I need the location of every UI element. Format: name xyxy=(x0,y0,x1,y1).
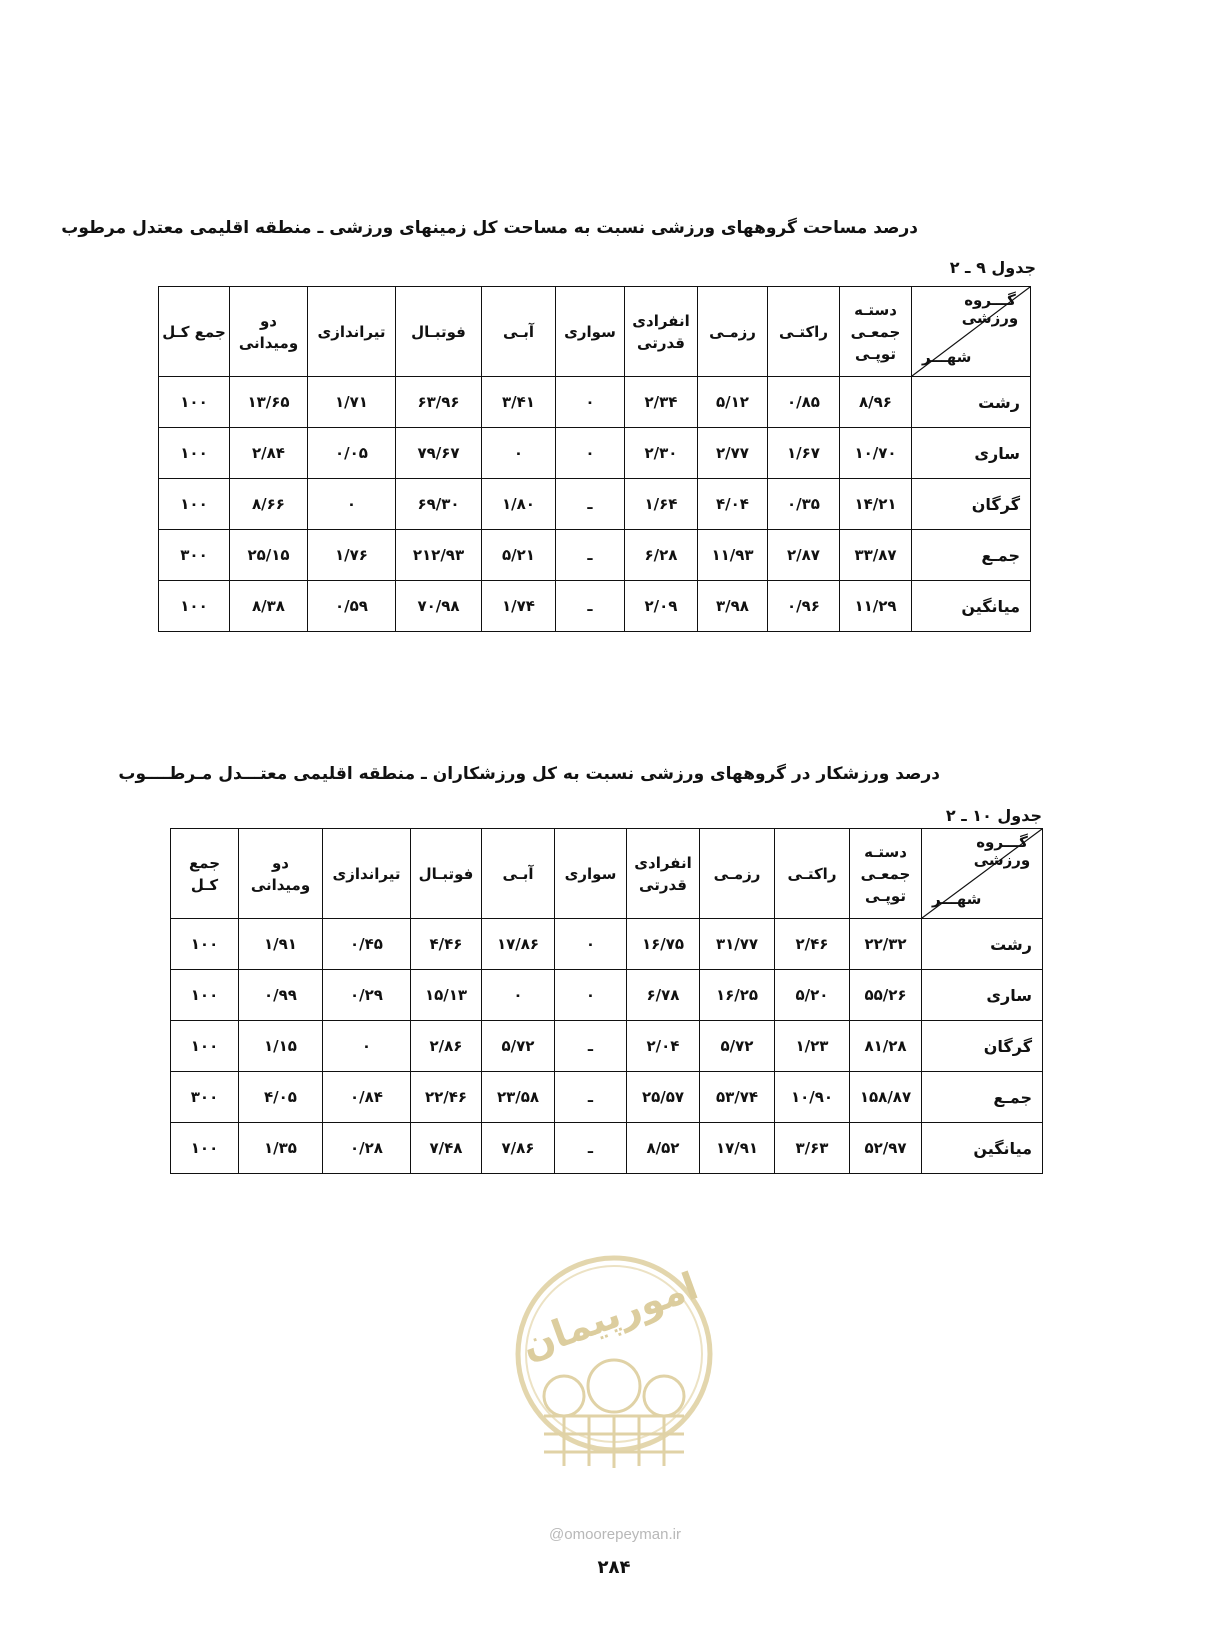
table-cell: ۳/۴۱ xyxy=(482,377,556,428)
column-header: رزمـی xyxy=(698,287,768,377)
table-cell: ۱۰۰ xyxy=(171,919,239,970)
table-cell: ۰ xyxy=(482,428,556,479)
table-cell: ۳/۶۳ xyxy=(775,1123,850,1174)
table-cell: ۵۲/۹۷ xyxy=(850,1123,922,1174)
table-cell: ـ xyxy=(556,581,625,632)
row-city: میانگین xyxy=(922,1123,1043,1174)
table-cell: ۱/۹۱ xyxy=(239,919,323,970)
table-cell: ۲/۷۷ xyxy=(698,428,768,479)
table-cell: ۲۵/۵۷ xyxy=(627,1072,700,1123)
table-row xyxy=(159,428,1031,479)
table-cell: ۳۰۰ xyxy=(171,1072,239,1123)
table-cell: ۵/۱۲ xyxy=(698,377,768,428)
table-cell: ۶۳/۹۶ xyxy=(396,377,482,428)
table-cell: ۳۳/۸۷ xyxy=(840,530,912,581)
table-cell: ۲/۳۴ xyxy=(625,377,698,428)
row-city: رشت xyxy=(922,919,1043,970)
table-2-label: جدول ۱۰ ـ ۲ xyxy=(945,806,1042,825)
table-cell: ۱/۳۵ xyxy=(239,1123,323,1174)
table-cell: ۰ xyxy=(323,1021,411,1072)
table-cell: ۱/۸۰ xyxy=(482,479,556,530)
column-header: جمع کـل xyxy=(159,287,230,377)
table-cell: ۲/۰۹ xyxy=(625,581,698,632)
table-cell: ۱/۶۷ xyxy=(768,428,840,479)
table-cell: ـ xyxy=(555,1123,627,1174)
table-2-title: درصد ورزشکار در گروههای ورزشی نسبت به کل ورزشکاران ـ منطقه اقلیمی معتـــدل مـرطــــوب xyxy=(118,764,940,784)
table-cell: ۵/۷۲ xyxy=(482,1021,555,1072)
corner-group-label: گـــروه ورزشی xyxy=(961,291,1019,327)
column-header: آبـی xyxy=(482,287,556,377)
table-row xyxy=(159,479,1031,530)
table-cell: ۰ xyxy=(482,970,555,1021)
column-header: سواری xyxy=(555,829,627,919)
table-cell: ۲/۸۷ xyxy=(768,530,840,581)
table-cell: ۵/۲۰ xyxy=(775,970,850,1021)
table-cell: ۱۰۰ xyxy=(171,1123,239,1174)
table-cell: ۴/۴۶ xyxy=(411,919,482,970)
table-cell: ۲۵/۱۵ xyxy=(230,530,308,581)
column-header: سواری xyxy=(556,287,625,377)
table-cell: ۲/۳۰ xyxy=(625,428,698,479)
table-cell: ۲۲/۳۲ xyxy=(850,919,922,970)
table-cell: ۰ xyxy=(308,479,396,530)
table-cell: ۰/۴۵ xyxy=(323,919,411,970)
table-cell: ۰/۸۴ xyxy=(323,1072,411,1123)
table-cell: ۰/۹۹ xyxy=(239,970,323,1021)
table-cell: ۵/۷۲ xyxy=(700,1021,775,1072)
table-cell: ۰/۰۵ xyxy=(308,428,396,479)
table-cell: ۵۵/۲۶ xyxy=(850,970,922,1021)
table-cell: ۱۷/۸۶ xyxy=(482,919,555,970)
table-row xyxy=(171,1123,1043,1174)
table-cell: ۰ xyxy=(556,377,625,428)
table-cell: ۷/۸۶ xyxy=(482,1123,555,1174)
table-cell: ـ xyxy=(556,479,625,530)
table-cell: ۲/۴۶ xyxy=(775,919,850,970)
table-cell: ۸/۶۶ xyxy=(230,479,308,530)
table-row xyxy=(171,1021,1043,1072)
table-cell: ۷۰/۹۸ xyxy=(396,581,482,632)
table-row xyxy=(159,377,1031,428)
table-row xyxy=(171,970,1043,1021)
row-city: جمـع xyxy=(922,1072,1043,1123)
table-cell: ۱۷/۹۱ xyxy=(700,1123,775,1174)
table-cell: ۰/۸۵ xyxy=(768,377,840,428)
column-header: تیراندازی xyxy=(323,829,411,919)
table-1-header-row xyxy=(159,287,1031,377)
table-cell: ۰/۹۶ xyxy=(768,581,840,632)
table-cell: ـ xyxy=(555,1072,627,1123)
table-cell: ۲/۸۴ xyxy=(230,428,308,479)
table-1-title: درصد مساحت گروههای ورزشی نسبت به مساحت کل زمینهای ورزشی ـ منطقه اقلیمی معتدل مرطوب xyxy=(61,218,918,238)
table-cell: ۱/۷۶ xyxy=(308,530,396,581)
column-header: راکتـی xyxy=(775,829,850,919)
column-header: دستـه جمعـی توپـی xyxy=(840,287,912,377)
watermark-logo-text: امورپیمان xyxy=(515,1263,704,1368)
column-header: راکتـی xyxy=(768,287,840,377)
row-city: گرگان xyxy=(922,1021,1043,1072)
column-header: دستـه جمعـی توپـی xyxy=(850,829,922,919)
table-cell: ۶/۲۸ xyxy=(625,530,698,581)
row-city: جمـع xyxy=(912,530,1031,581)
table-cell: ۰ xyxy=(556,428,625,479)
table-cell: ۴/۰۴ xyxy=(698,479,768,530)
table-cell: ۱۶/۲۵ xyxy=(700,970,775,1021)
table-cell: ۱/۶۴ xyxy=(625,479,698,530)
table-cell: ۳۰۰ xyxy=(159,530,230,581)
table-cell: ۱۰/۷۰ xyxy=(840,428,912,479)
table-cell: ۲۲/۴۶ xyxy=(411,1072,482,1123)
table-2-corner-cell xyxy=(922,829,1043,919)
table-cell: ۱۵/۱۳ xyxy=(411,970,482,1021)
table-1-corner-cell xyxy=(912,287,1031,377)
table-cell: ۶/۷۸ xyxy=(627,970,700,1021)
table-cell: ۰/۳۵ xyxy=(768,479,840,530)
column-header: انفرادی قدرتی xyxy=(627,829,700,919)
table-cell: ۷۹/۶۷ xyxy=(396,428,482,479)
table-cell: ۱۰۰ xyxy=(171,1021,239,1072)
table-2-header-row xyxy=(171,829,1043,919)
table-cell: ۲/۰۴ xyxy=(627,1021,700,1072)
table-cell: ۱۰۰ xyxy=(159,581,230,632)
table-cell: ۸/۳۸ xyxy=(230,581,308,632)
table-cell: ۱۱/۹۳ xyxy=(698,530,768,581)
table-cell: ۷/۴۸ xyxy=(411,1123,482,1174)
table-cell: ۵/۲۱ xyxy=(482,530,556,581)
corner-city-label: شهـــر xyxy=(922,348,972,366)
table-2 xyxy=(170,828,1043,1174)
column-header: آبـی xyxy=(482,829,555,919)
table-cell: ۵۳/۷۴ xyxy=(700,1072,775,1123)
table-cell: ۱۰۰ xyxy=(159,479,230,530)
row-city: ساری xyxy=(912,428,1031,479)
row-city: رشت xyxy=(912,377,1031,428)
table-cell: ۳۱/۷۷ xyxy=(700,919,775,970)
watermark-logo xyxy=(514,1236,714,1516)
column-header: فوتبـال xyxy=(411,829,482,919)
table-row xyxy=(171,919,1043,970)
table-row xyxy=(159,581,1031,632)
table-cell: ۰/۲۸ xyxy=(323,1123,411,1174)
table-cell: ۰ xyxy=(555,919,627,970)
row-city: میانگین xyxy=(912,581,1031,632)
table-cell: ۴/۰۵ xyxy=(239,1072,323,1123)
table-row xyxy=(159,530,1031,581)
table-cell: ۸/۹۶ xyxy=(840,377,912,428)
table-cell: ۱/۷۱ xyxy=(308,377,396,428)
table-cell: ۱/۲۳ xyxy=(775,1021,850,1072)
column-header: جمع کـل xyxy=(171,829,239,919)
table-cell: ۲۳/۵۸ xyxy=(482,1072,555,1123)
page-number: ۲۸۴ xyxy=(597,1557,631,1578)
table-cell: ۱۰۰ xyxy=(159,377,230,428)
table-cell: ـ xyxy=(556,530,625,581)
corner-group-label: گـــروه ورزشی xyxy=(973,833,1031,869)
table-cell: ۱۶/۷۵ xyxy=(627,919,700,970)
table-cell: ۲۱۲/۹۳ xyxy=(396,530,482,581)
table-cell: ۳/۹۸ xyxy=(698,581,768,632)
table-cell: ۸۱/۲۸ xyxy=(850,1021,922,1072)
table-cell: ۱۰۰ xyxy=(159,428,230,479)
table-1-label: جدول ۹ ـ ۲ xyxy=(949,258,1036,277)
table-cell: ـ xyxy=(555,1021,627,1072)
column-header: فوتبـال xyxy=(396,287,482,377)
table-1 xyxy=(158,286,1031,632)
table-row xyxy=(171,1072,1043,1123)
table-cell: ۰ xyxy=(555,970,627,1021)
table-cell: ۱/۷۴ xyxy=(482,581,556,632)
table-cell: ۱۵۸/۸۷ xyxy=(850,1072,922,1123)
column-header: رزمـی xyxy=(700,829,775,919)
table-cell: ۰/۵۹ xyxy=(308,581,396,632)
column-header: دو ومیدانی xyxy=(230,287,308,377)
table-cell: ۱/۱۵ xyxy=(239,1021,323,1072)
table-cell: ۱۰۰ xyxy=(171,970,239,1021)
corner-city-label: شهـــر xyxy=(932,890,982,908)
table-cell: ۶۹/۳۰ xyxy=(396,479,482,530)
table-cell: ۸/۵۲ xyxy=(627,1123,700,1174)
table-cell: ۲/۸۶ xyxy=(411,1021,482,1072)
row-city: ساری xyxy=(922,970,1043,1021)
column-header: دو ومیدانی xyxy=(239,829,323,919)
table-cell: ۱۰/۹۰ xyxy=(775,1072,850,1123)
table-cell: ۰/۲۹ xyxy=(323,970,411,1021)
table-cell: ۱۱/۲۹ xyxy=(840,581,912,632)
watermark-url: @omoorepeyman.ir xyxy=(549,1526,681,1543)
table-cell: ۱۳/۶۵ xyxy=(230,377,308,428)
table-cell: ۱۴/۲۱ xyxy=(840,479,912,530)
column-header: تیراندازی xyxy=(308,287,396,377)
row-city: گرگان xyxy=(912,479,1031,530)
column-header: انفرادی قدرتی xyxy=(625,287,698,377)
